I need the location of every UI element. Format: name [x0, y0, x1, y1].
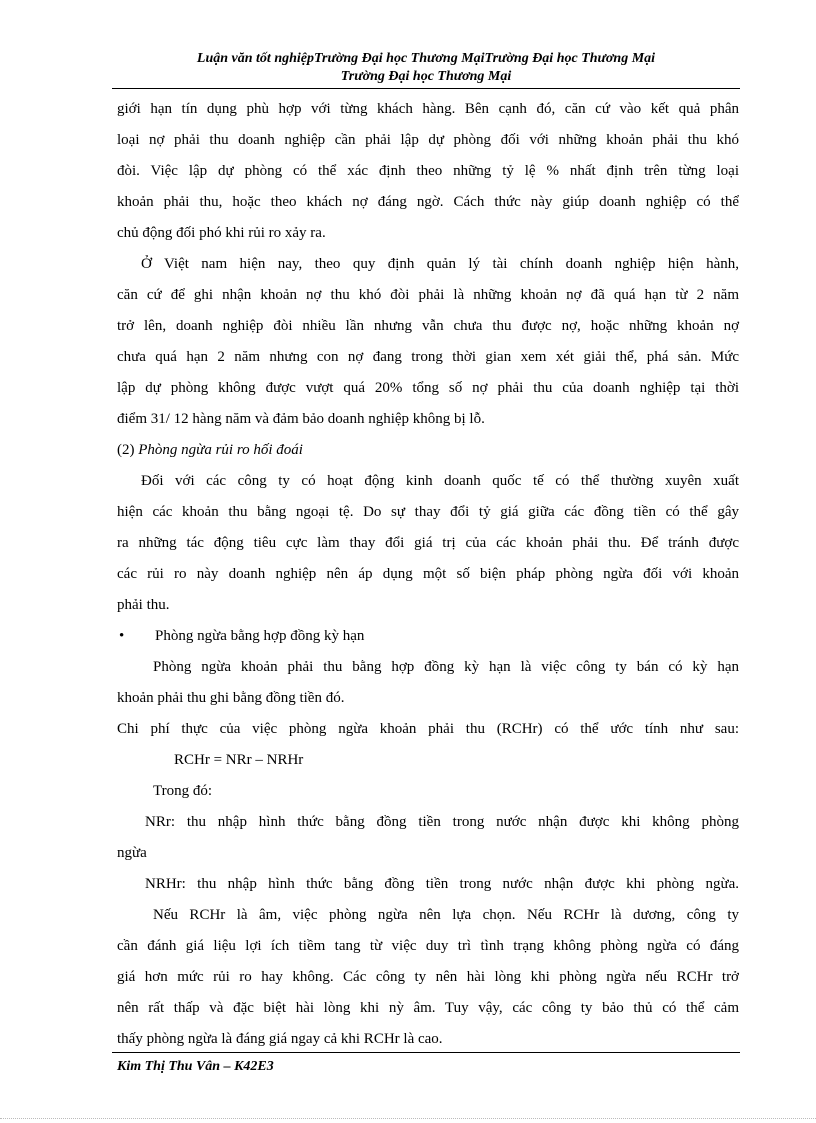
- text-line: đòi. Việc lập dự phòng có thể xác định theo những tỷ lệ % nhất định trên từng loại: [117, 163, 739, 179]
- text-line: căn cứ để ghi nhận khoản nợ thu khó đòi phải là những khoản nợ đã quá hạn từ 2 năm: [117, 287, 739, 303]
- definition-line: NRr: thu nhập hình thức bằng đồng tiền trong nước nhận được khi không phòng: [145, 814, 739, 830]
- text-line: thấy phòng ngừa là đáng giá ngay cả khi RCHr là cao.: [117, 1031, 443, 1047]
- text-line: điểm 31/ 12 hàng năm và đảm bảo doanh nghiệp không bị lỗ.: [117, 411, 485, 427]
- page-header: [112, 50, 740, 86]
- definition-line: NRHr: thu nhập hình thức bằng đồng tiền trong nước nhận được khi phòng ngừa.: [145, 876, 739, 892]
- text-line: Trong đó:: [153, 783, 213, 799]
- bullet-text: Phòng ngừa bằng hợp đồng kỳ hạn: [155, 628, 365, 644]
- bullet-item: [117, 621, 739, 652]
- text-line: trở lên, doanh nghiệp đòi nhiều lần nhưng vẫn chưa thu được nợ, hoặc những khoản nợ: [117, 318, 739, 334]
- header-rule: [112, 88, 740, 89]
- header-title-line1: Luận văn tốt nghiệpTrường Đại học Thương MạiTrường Đại học Thương Mại: [196, 51, 656, 66]
- text-line: Phòng ngừa khoản phải thu bằng hợp đồng kỳ hạn là việc công ty bán có kỳ hạn: [153, 659, 739, 675]
- text-line: giới hạn tín dụng phù hợp với từng khách hàng. Bên cạnh đó, căn cứ vào kết quả phân: [117, 101, 739, 117]
- section-heading: [117, 435, 739, 466]
- footer-rule: [112, 1052, 740, 1053]
- text-line: hiện các khoản thu bằng ngoại tệ. Do sự thay đổi tỷ giá giữa các đồng tiền có thể gây: [117, 504, 739, 520]
- text-line: lập dự phòng không được vượt quá 20% tổng số nợ phải thu của doanh nghiệp tại thời: [117, 380, 739, 396]
- text-line: giá hơn mức rủi ro hay không. Các công ty nên hài lòng khi phòng ngừa nếu RCHr trở: [117, 969, 739, 985]
- document-body: [117, 94, 739, 1055]
- section-number: (2): [117, 442, 135, 458]
- bullet-icon: •: [119, 628, 125, 644]
- page-footer: Kim Thị Thu Vân – K42E3: [117, 1059, 274, 1074]
- text-line: Nếu RCHr là âm, việc phòng ngừa nên lựa chọn. Nếu RCHr là dương, công ty: [153, 907, 739, 923]
- text-line: cần đánh giá liệu lợi ích tiềm tang từ việc duy trì tình trạng không phòng ngừa có đáng: [117, 938, 739, 954]
- definition-line: ngừa: [117, 845, 147, 861]
- text-line: loại nợ phải thu doanh nghiệp cần phải lập dự phòng đối với những khoản phải thu khó: [117, 132, 739, 148]
- text-line: Ở Việt nam hiện nay, theo quy định quản lý tài chính doanh nghiệp hiện hành,: [141, 256, 739, 272]
- text-line: chủ động đối phó khi rủi ro xảy ra.: [117, 225, 326, 241]
- header-title-line2: Trường Đại học Thương Mại: [340, 69, 512, 84]
- text-line: các rủi ro này doanh nghiệp nên áp dụng một số biện pháp phòng ngừa đối với khoản: [117, 566, 739, 582]
- text-line: Chi phí thực của việc phòng ngừa khoản phải thu (RCHr) có thể ước tính như sau:: [117, 721, 739, 737]
- text-line: ra những tác động tiêu cực làm thay đổi giá trị của các khoản phải thu. Để tránh được: [117, 535, 739, 551]
- text-line: chưa quá hạn 2 năm nhưng con nợ đang trong thời gian xem xét giải thể, phá sản. Mức: [117, 349, 739, 365]
- text-line: khoản phải thu, hoặc theo khách nợ đáng ngờ. Cách thức này giúp doanh nghiệp có thể: [117, 194, 739, 210]
- text-line: phải thu.: [117, 597, 170, 613]
- formula: RCHr = NRr – NRHr: [174, 752, 304, 768]
- text-line: Đối với các công ty có hoạt động kinh doanh quốc tế có thể thường xuyên xuất: [141, 473, 739, 489]
- section-title: Phòng ngừa rủi ro hối đoái: [138, 442, 303, 458]
- text-line: nên rất thấp và đặc biệt hài lòng khi nỳ âm. Tuy vậy, các công ty bảo thủ có thể cảm: [117, 1000, 739, 1016]
- text-line: khoản phải thu ghi bằng đồng tiền đó.: [117, 690, 345, 706]
- page-bottom-border: [0, 1118, 816, 1119]
